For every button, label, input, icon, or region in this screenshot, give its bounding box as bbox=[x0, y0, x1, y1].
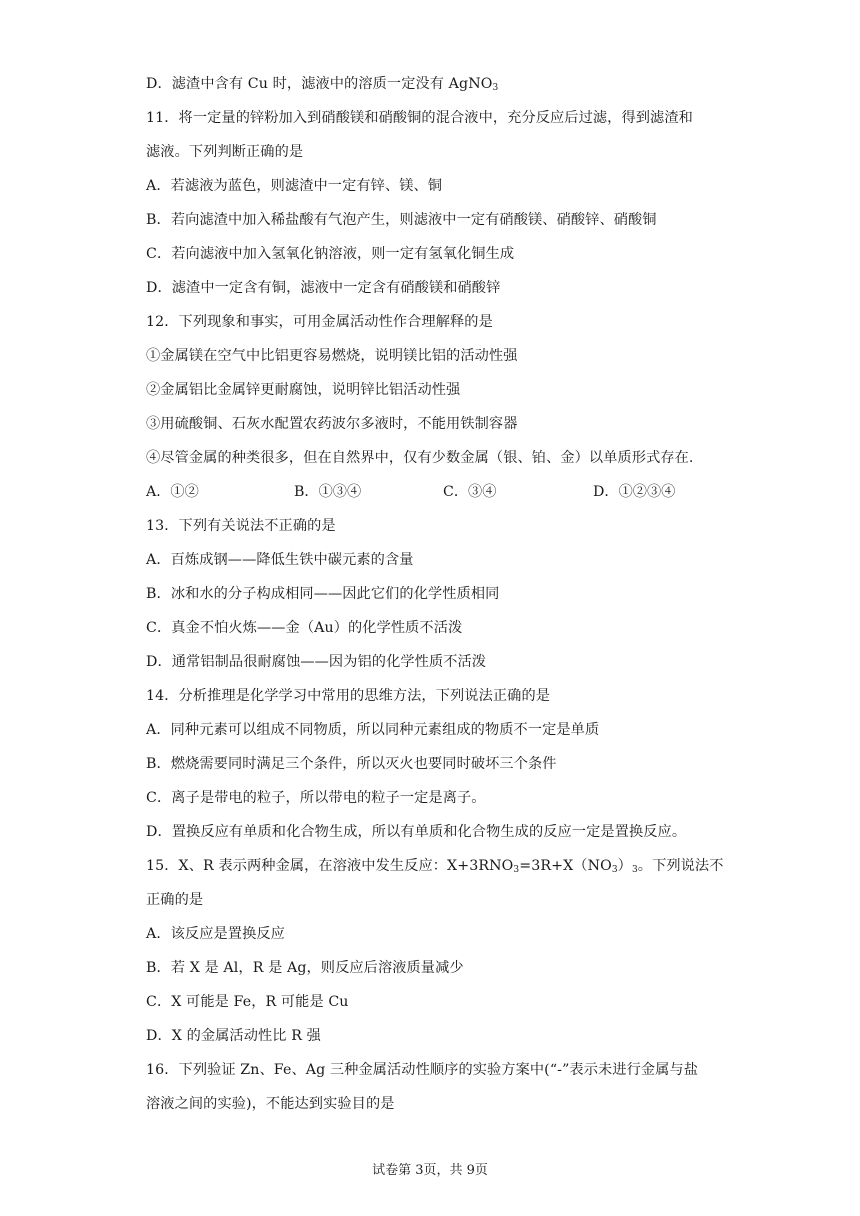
q16-stem-line2: 溶液之间的实验)，不能达到实验目的是 bbox=[146, 1096, 395, 1112]
q11-option-a: A．若滤液为蓝色，则滤渣中一定有锌、镁、铜 bbox=[146, 178, 443, 194]
page-footer: 试卷第 3页，共 9页 bbox=[372, 1163, 488, 1178]
q15-option-a: A．该反应是置换反应 bbox=[146, 926, 285, 942]
q12-option-c: C．③④ bbox=[443, 484, 497, 500]
q12-option-b: B．①③④ bbox=[294, 484, 362, 500]
q14-option-d: D．置换反应有单质和化合物生成，所以有单质和化合物生成的反应一定是置换反应。 bbox=[146, 824, 687, 840]
q12-statement-3: ③用硫酸铜、石灰水配置农药波尔多液时，不能用铁制容器 bbox=[146, 416, 518, 432]
q11-option-c: C．若向滤液中加入氢氧化钠溶液，则一定有氢氧化铜生成 bbox=[146, 246, 515, 262]
q12-option-a: A．①② bbox=[146, 484, 199, 500]
q14-stem: 14．分析推理是化学学习中常用的思维方法，下列说法正确的是 bbox=[146, 688, 551, 704]
q13-stem: 13．下列有关说法不正确的是 bbox=[146, 518, 336, 534]
q14-option-c: C．离子是带电的粒子，所以带电的粒子一定是离子。 bbox=[146, 790, 486, 806]
q12-statement-2: ②金属铝比金属锌更耐腐蚀，说明锌比铝活动性强 bbox=[146, 382, 461, 398]
q11-stem-line2: 滤液。下列判断正确的是 bbox=[146, 144, 304, 160]
q14-option-b: B．燃烧需要同时满足三个条件，所以灭火也要同时破坏三个条件 bbox=[146, 756, 557, 772]
q11-option-b: B．若向滤渣中加入稀盐酸有气泡产生，则滤液中一定有硝酸镁、硝酸锌、硝酸铜 bbox=[146, 212, 657, 228]
q12-statement-4: ④尽管金属的种类很多，但在自然界中，仅有少数金属（银、铂、金）以单质形式存在. bbox=[146, 450, 694, 466]
q12-stem: 12．下列现象和事实，可用金属活动性作合理解释的是 bbox=[146, 314, 493, 330]
q16-stem-line1: 16．下列验证 Zn、Fe、Ag 三种金属活动性顺序的实验方案中(“-”表示未进行金属与盐 bbox=[146, 1062, 699, 1078]
q14-option-a: A．同种元素可以组成不同物质，所以同种元素组成的物质不一定是单质 bbox=[146, 722, 600, 738]
q12-option-d: D．①②③④ bbox=[593, 484, 676, 500]
q15-stem-line1: 15．X、R 表示两种金属，在溶液中发生反应：$X+3RNO_3=3R+X(NO_3)_3$。下列说法不 bbox=[146, 858, 724, 875]
q11-stem-line1: 11．将一定量的锌粉加入到硝酸镁和硝酸铜的混合液中，充分反应后过滤，得到滤渣和 bbox=[146, 110, 693, 126]
q15-option-d: D．X 的金属活动性比 R 强 bbox=[146, 1028, 321, 1044]
q11-option-d: D．滤渣中一定含有铜，滤液中一定含有硝酸镁和硝酸锌 bbox=[146, 280, 501, 296]
q10-option-d: D．滤渣中含有 Cu 时，滤液中的溶质一定没有 AgNO$_3$ bbox=[146, 76, 499, 93]
q13-option-c: C．真金不怕火炼——金（Au）的化学性质不活泼 bbox=[146, 620, 463, 636]
q12-statement-1: ①金属镁在空气中比铝更容易燃烧，说明镁比铝的活动性强 bbox=[146, 348, 518, 364]
q15-option-c: C．X 可能是 Fe，R 可能是 Cu bbox=[146, 994, 349, 1010]
q13-option-b: B．冰和水的分子构成相同——因此它们的化学性质相同 bbox=[146, 586, 500, 602]
q15-stem-line2: 正确的是 bbox=[146, 892, 204, 908]
q13-option-a: A．百炼成钢——降低生铁中碳元素的含量 bbox=[146, 552, 414, 568]
q15-option-b: B．若 X 是 Al，R 是 Ag，则反应后溶液质量减少 bbox=[146, 960, 464, 976]
q13-option-d: D．通常铝制品很耐腐蚀——因为铝的化学性质不活泼 bbox=[146, 654, 487, 670]
